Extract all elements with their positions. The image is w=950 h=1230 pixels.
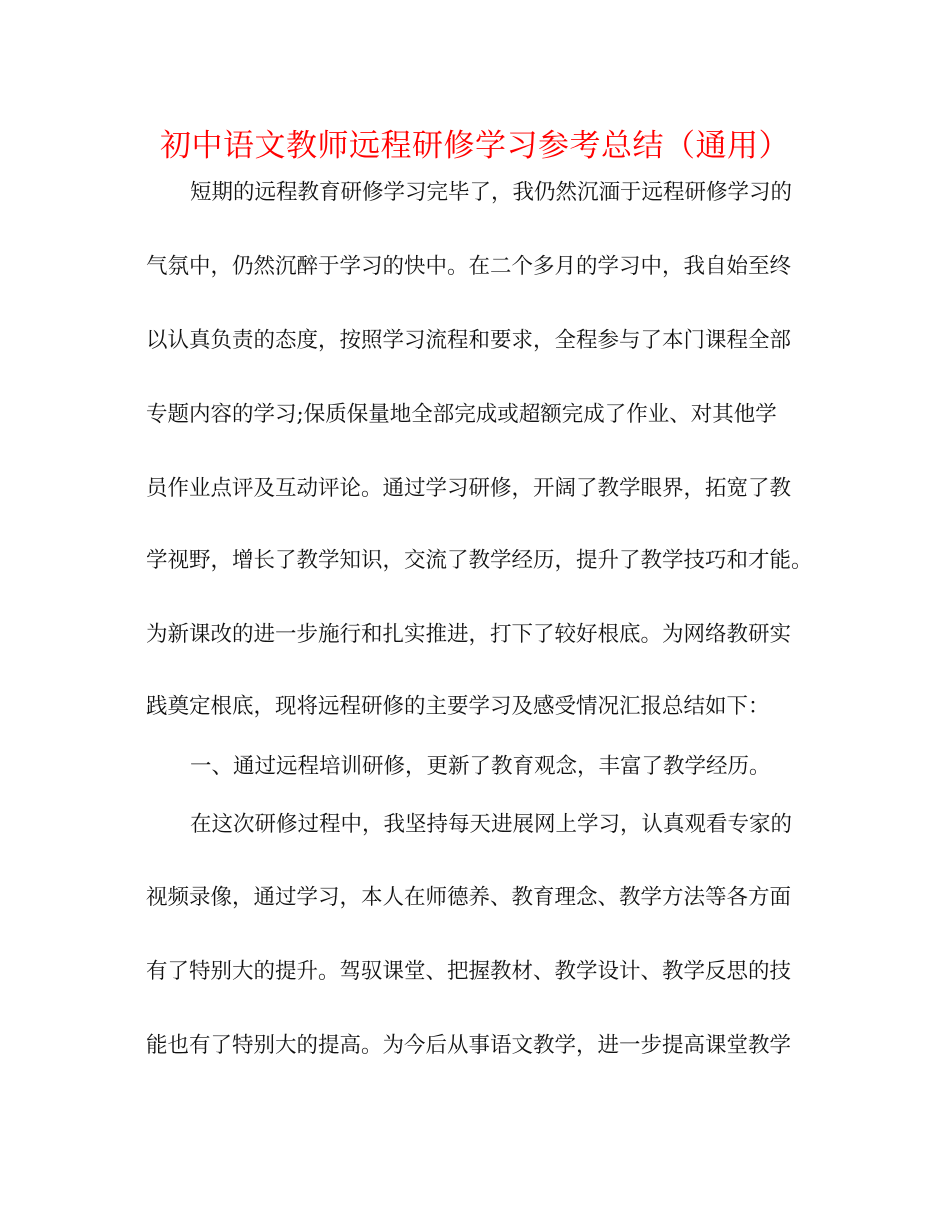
- paragraph-line: 专题内容的学习;保质保量地全部完成或超额完成了作业、对其他学: [146, 402, 777, 427]
- paragraph-line: 在这次研修过程中，我坚持每天进展网上学习，认真观看专家的: [190, 812, 793, 837]
- paragraph-line: 能也有了特别大的提高。为今后从事语文教学，进一步提高课堂教学: [146, 1033, 792, 1058]
- paragraph-line: 以认真负责的态度，按照学习流程和要求，全程参与了本门课程全部: [146, 328, 792, 353]
- paragraph-line: 学视野，增长了教学知识，交流了教学经历，提升了教学技巧和才能。: [146, 548, 813, 573]
- paragraph-line: 有了特别大的提升。驾驭课堂、把握教材、教学设计、教学反思的技: [146, 959, 792, 984]
- paragraph-line: 践奠定根底，现将远程研修的主要学习及感受情况汇报总结如下：: [146, 694, 770, 719]
- paragraph-line: 视频录像，通过学习，本人在师德养、教育理念、教学方法等各方面: [146, 885, 792, 910]
- paragraph-line: 气氛中，仍然沉醉于学习的快中。在二个多月的学习中，我自始至终: [146, 254, 792, 279]
- paragraph-line: 短期的远程教育研修学习完毕了，我仍然沉湎于远程研修学习的: [190, 180, 793, 205]
- paragraph-line: 员作业点评及互动评论。通过学习研修，开阔了教学眼界，拓宽了教: [146, 476, 792, 501]
- section-heading: 一、通过远程培训研修，更新了教育观念，丰富了教学经历。: [190, 754, 771, 779]
- paragraph-line: 为新课改的进一步施行和扎实推进，打下了较好根底。为网络教研实: [146, 622, 792, 647]
- document-title: 初中语文教师远程研修学习参考总结（通用）: [160, 128, 790, 164]
